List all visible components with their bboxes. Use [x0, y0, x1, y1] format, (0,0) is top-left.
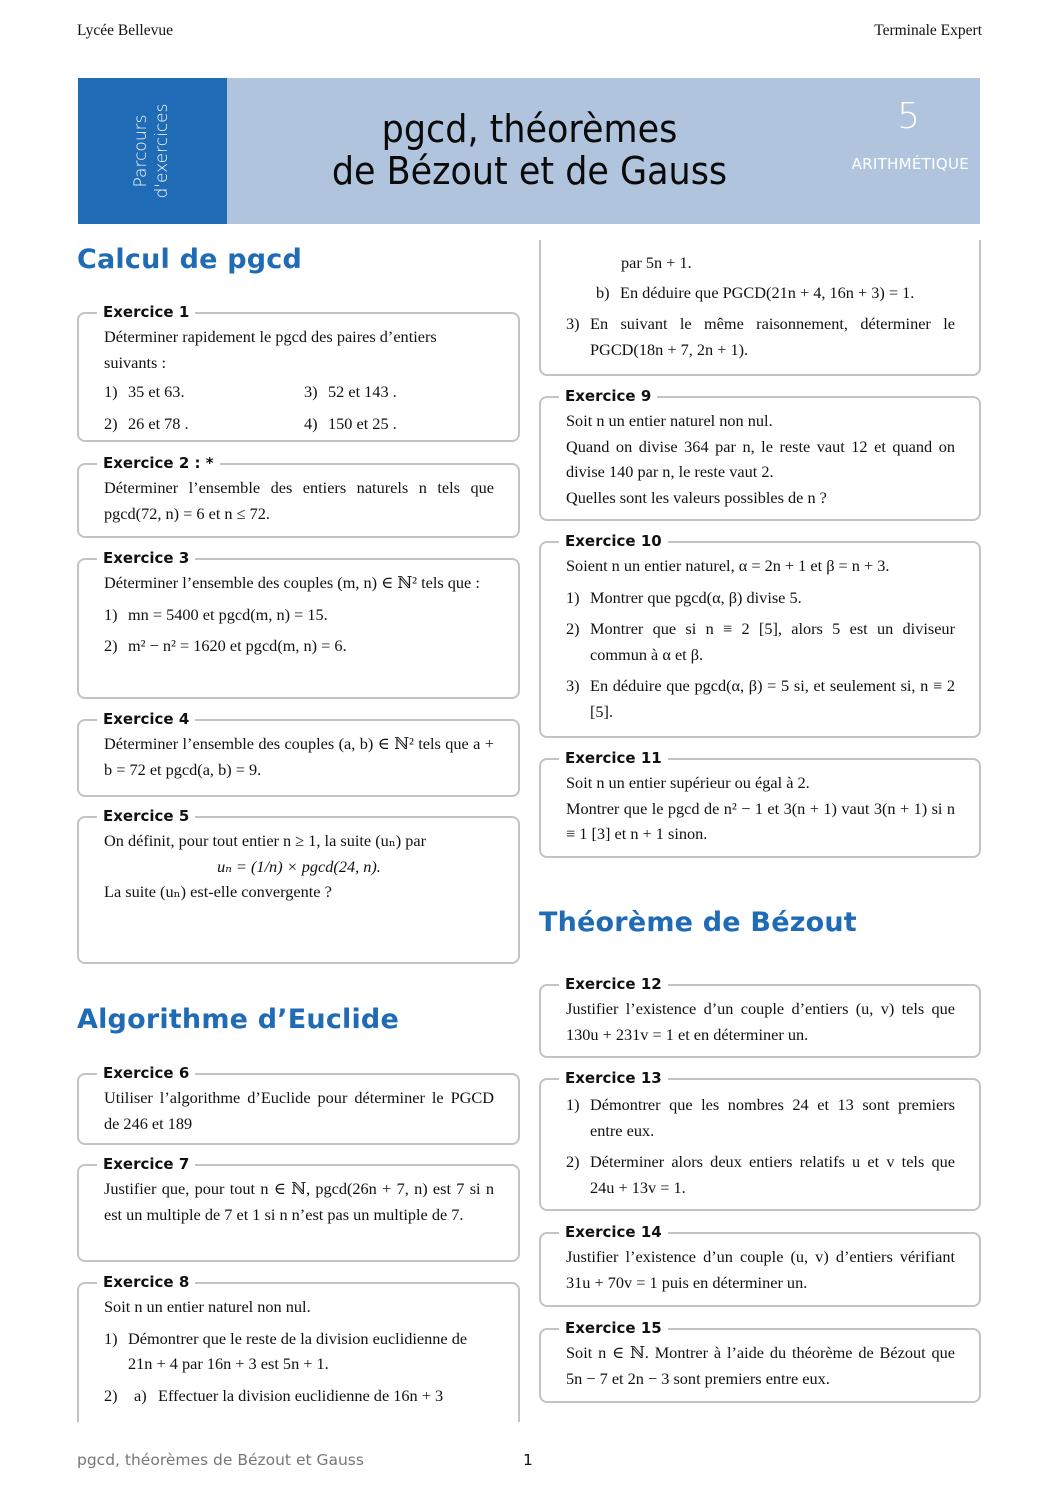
exercise-text: Justifier que, pour tout n ∈ ℕ, pgcd(26n + 7, n) est 7 si n est un multiple de 7 et 1 si n n’est pas un multiple de 7.: [104, 1179, 494, 1224]
exercise-label: Exercice 8: [97, 1273, 195, 1291]
banner-tag-line2: d'exercices: [152, 103, 172, 199]
exercise-label: Exercice 6: [97, 1064, 195, 1082]
exercise-label: Exercice 2 : *: [97, 454, 220, 472]
exercise-box-2: [77, 454, 520, 538]
exercise-box-4: [77, 710, 520, 797]
list-item: 3) En déduire que pgcd(α, β) = 5 si, et seulement si, n ≡ 2 [5].: [566, 676, 955, 721]
exercise-line: Soit n un entier naturel non nul.: [566, 411, 773, 430]
exercise-label: Exercice 3: [97, 549, 195, 567]
banner-tag: [78, 78, 227, 224]
section-title-bezout: Théorème de Bézout: [539, 907, 857, 938]
exercise-intro: Soit n un entier naturel non nul.: [104, 1297, 311, 1316]
banner-tag-line1: Parcours: [131, 114, 151, 188]
chapter-number: 5: [897, 96, 920, 137]
exercise-box-5: [77, 807, 520, 964]
exercise-label: Exercice 12: [559, 975, 668, 993]
exercise-line: Quelles sont les valeurs possibles de n ?: [566, 487, 827, 507]
footer-title: pgcd, théorèmes de Bézout et Gauss: [77, 1451, 364, 1469]
exercise-continuation: par 5n + 1.: [621, 253, 692, 272]
running-header-school: Lycée Bellevue: [77, 22, 173, 39]
exercise-box-13: [539, 1069, 981, 1211]
exercise-box-8-part2: [539, 240, 981, 376]
exercise-text: Déterminer l’ensemble des couples (a, b) ∈ ℕ² tels que a + b = 72 et pgcd(a, b) = 9.: [104, 734, 494, 779]
page-number: 1: [523, 1451, 533, 1469]
exercise-text: Soit n ∈ ℕ. Montrer à l’aide du théorème de Bézout que 5n − 7 et 2n − 3 sont premiers entre eux.: [566, 1343, 955, 1388]
exercise-label: Exercice 15: [559, 1319, 668, 1337]
exercise-box-3: [77, 549, 520, 699]
list-item: 1) Démontrer que les nombres 24 et 13 sont premiers entre eux.: [566, 1095, 955, 1140]
exercise-box-12: [539, 975, 981, 1058]
exercise-label: Exercice 1: [97, 303, 195, 321]
exercise-text: Justifier l’existence d’un couple d’entiers (u, v) tels que 130u + 231v = 1 et en déterminer un.: [566, 999, 955, 1044]
exercise-intro: Déterminer rapidement le pgcd des paires d’entiers suivants :: [104, 327, 437, 372]
running-header-class: Terminale Expert: [874, 22, 982, 39]
exercise-label: Exercice 4: [97, 710, 195, 728]
exercise-intro: Déterminer l’ensemble des couples (m, n) ∈ ℕ² tels que :: [104, 573, 480, 592]
exercise-items: [104, 379, 494, 436]
exercise-box-11: [539, 749, 981, 858]
exercise-intro: Soient n un entier naturel, α = 2n + 1 et β = n + 3.: [566, 556, 890, 575]
list-item: 2) Déterminer alors deux entiers relatifs u et v tels que 24u + 13v = 1.: [566, 1152, 955, 1197]
list-item: 1) mn = 5400 et pgcd(m, n) = 15.: [104, 604, 328, 624]
list-item: 1) Démontrer que le reste de la division euclidienne de 21n + 4 par 16n + 3 est 5n + 1.: [104, 1328, 468, 1373]
list-item: 2) 26 et 78 .: [104, 413, 189, 433]
exercise-label: Exercice 7: [97, 1155, 195, 1173]
section-title-calcul-pgcd: Calcul de pgcd: [77, 244, 302, 275]
exercise-box-7: [77, 1155, 520, 1262]
exercise-equation: uₙ = (1/n) × pgcd(24, n).: [217, 856, 381, 876]
exercise-box-1: [77, 303, 520, 442]
exercise-label: Exercice 5: [97, 807, 195, 825]
list-item: 2) Montrer que si n ≡ 2 [5], alors 5 est un diviseur commun à α et β.: [566, 619, 955, 664]
page-title-line1: pgcd, théorèmes: [381, 107, 678, 151]
exercise-label: Exercice 11: [559, 749, 668, 767]
exercise-box-15: [539, 1319, 981, 1403]
list-item: 3) 52 et 143 .: [304, 382, 397, 401]
exercise-intro: On définit, pour tout entier n ≥ 1, la suite (uₙ) par: [104, 831, 427, 850]
page-title-line2: de Bézout et de Gauss: [331, 149, 728, 193]
exercise-text: Utiliser l’algorithme d’Euclide pour déterminer le PGCD de 246 et 189: [104, 1088, 494, 1133]
list-item: 1) 35 et 63.: [104, 382, 185, 401]
exercise-box-6: [77, 1064, 520, 1145]
title-banner: [78, 78, 980, 224]
page-title: [251, 108, 808, 192]
exercise-label: Exercice 14: [559, 1223, 668, 1241]
exercise-label: Exercice 13: [559, 1069, 668, 1087]
exercise-label: Exercice 10: [559, 532, 668, 550]
chapter-subject: ARITHMÉTIQUE: [851, 155, 969, 173]
banner-tag-text: [131, 104, 173, 199]
list-item: 1) Montrer que pgcd(α, β) divise 5.: [566, 587, 802, 607]
list-item: 3) En suivant le même raisonnement, déterminer le PGCD(18n + 7, 2n + 1).: [566, 314, 955, 359]
list-item: 2) a) Effectuer la division euclidienne de 16n + 3: [104, 1385, 444, 1405]
exercise-box-9: [539, 387, 981, 521]
exercise-text: Justifier l’existence d’un couple (u, v) d’entiers vérifiant 31u + 70v = 1 puis en déterminer un.: [566, 1247, 955, 1292]
exercise-question: La suite (uₙ) est-elle convergente ?: [104, 882, 332, 901]
list-item: b) En déduire que PGCD(21n + 4, 16n + 3) = 1.: [596, 282, 915, 302]
exercise-box-10: [539, 532, 981, 738]
exercise-text: Déterminer l’ensemble des entiers naturels n tels que pgcd(72, n) = 6 et n ≤ 72.: [104, 478, 494, 523]
section-title-euclide: Algorithme d’Euclide: [77, 1004, 399, 1035]
exercise-line: Soit n un entier supérieur ou égal à 2.: [566, 773, 810, 792]
exercise-line: Quand on divise 364 par n, le reste vaut 12 et quand on divise 140 par n, le reste vaut 2.: [566, 436, 955, 481]
exercise-box-14: [539, 1223, 981, 1307]
exercise-box-8-part1: [77, 1273, 520, 1422]
exercise-label: Exercice 9: [559, 387, 657, 405]
list-item: 2) m² − n² = 1620 et pgcd(m, n) = 6.: [104, 636, 347, 655]
exercise-line: Montrer que le pgcd de n² − 1 et 3(n + 1) vaut 3(n + 1) si n ≡ 1 [3] et n + 1 sinon.: [566, 798, 955, 843]
list-item: 4) 150 et 25 .: [304, 413, 397, 433]
